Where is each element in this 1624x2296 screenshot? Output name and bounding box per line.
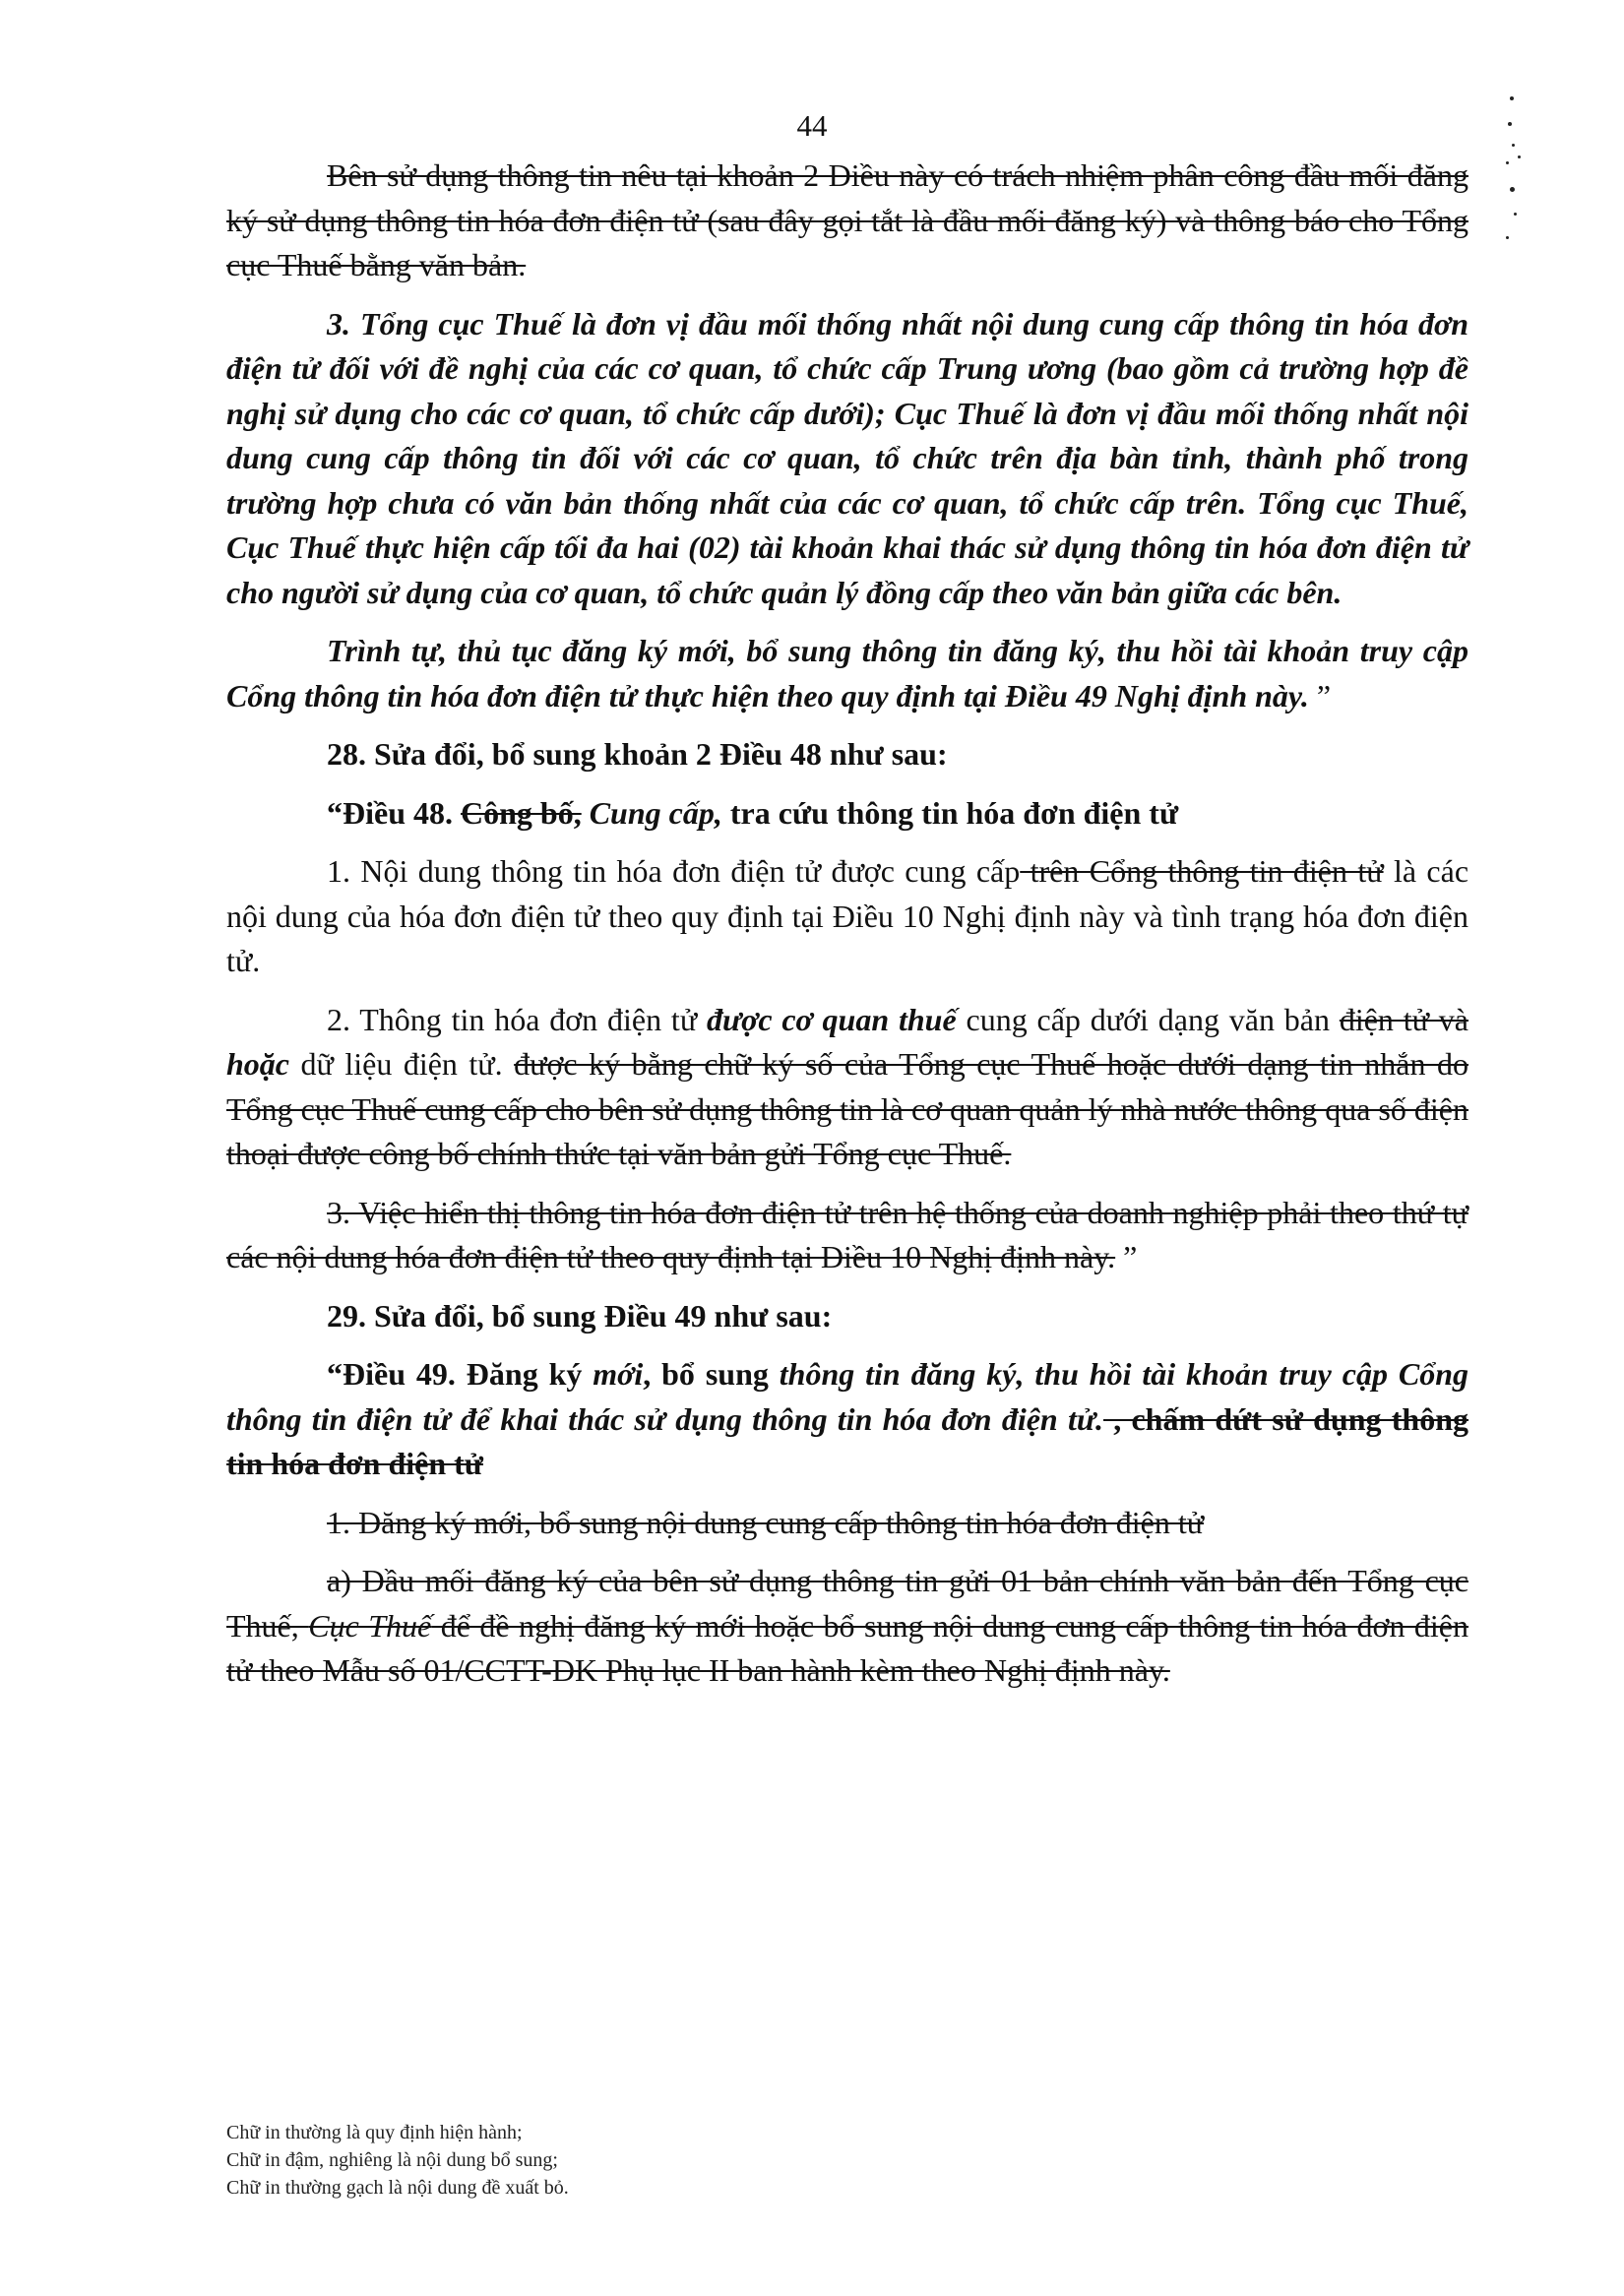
text-segment: ” <box>1308 677 1332 714</box>
text-segment: dữ liệu điện tử. <box>289 1046 515 1082</box>
paragraph-p5 <box>226 791 1468 837</box>
text-segment: Cung cấp, <box>589 794 722 831</box>
legend-footnote <box>226 2119 569 2202</box>
text-segment: 29. Sửa đổi, bổ sung Điều 49 như sau: <box>327 1297 833 1334</box>
text-segment: 3. Việc hiển thị thông tin hóa đơn điện tử trên hệ thống của doanh nghiệp phải theo thứ tự các nội dung hóa đơn điện tử theo quy định tại Điều 10 Nghị định này. <box>226 1194 1468 1274</box>
text-segment: để đề nghị đăng ký mới hoặc bổ sung nội dung cung cấp thông tin hóa đơn điện tử theo Mẫu số 01/CCTT-ĐK Phụ lục II ban hành kèm theo Nghị định này. <box>226 1607 1469 1688</box>
text-segment: , chấm dứt sử dụng thông tin hóa đơn điện tử <box>226 1400 1469 1481</box>
text-segment: Công bố, <box>461 794 582 831</box>
paragraph-p6 <box>226 849 1468 984</box>
scan-dot <box>1506 161 1509 164</box>
scan-dot <box>1510 187 1515 192</box>
paragraph-p1 <box>226 154 1468 288</box>
paragraph-p7 <box>226 998 1468 1177</box>
text-segment: “Điều 49. Đăng ký <box>327 1356 593 1392</box>
footnote-line: Chữ in thường gạch là nội dung đề xuất bỏ. <box>226 2177 569 2199</box>
scan-dot <box>1506 236 1509 239</box>
scan-marks <box>1504 96 1533 254</box>
paragraph-p10 <box>226 1352 1468 1487</box>
scan-dot <box>1512 144 1515 147</box>
text-segment: 2. Thông tin hóa đơn điện tử <box>327 1001 707 1037</box>
text-segment: 1. Đăng ký mới, bổ sung nội dung cung cấp thông tin hóa đơn điện tử <box>327 1504 1205 1540</box>
scan-dot <box>1514 213 1517 216</box>
paragraph-p11 <box>226 1501 1468 1546</box>
text-segment: 3. Tổng cục Thuế là đơn vị đầu mối thống nhất nội dung cung cấp thông tin hóa đơn điện tử đối với đề nghị của các cơ quan, tổ chức cấp Trung ương (bao gồm cả trường hợp đề nghị sử dụng cho các cơ quan, tổ chức cấp dưới); Cục Thuế là đơn vị đầu mối thống nhất nội dung cung cấp thông tin đối với các cơ quan, tổ chức trên địa bàn tỉnh, thành phố trong trường hợp chưa có văn bản thống nhất của các cơ quan, tổ chức cấp trên. Tổng cục Thuế, Cục Thuế thực hiện cấp tối đa hai (02) tài khoản khai thác sử dụng thông tin hóa đơn điện tử cho người sử dụng của cơ quan, tổ chức quản lý đồng cấp theo văn bản giữa các bên. <box>226 305 1468 610</box>
page-number: 44 <box>796 108 828 143</box>
text-segment: a) Đầu mối đăng ký của bên sử dụng thông tin gửi 01 bản chính văn bản đến Tổng cục Thuế, <box>226 1563 1468 1644</box>
text-segment: , bổ sung <box>643 1356 780 1392</box>
text-segment: 28. Sửa đổi, bổ sung khoản 2 Điều 48 như sau: <box>327 736 948 772</box>
text-segment: được cơ quan thuế <box>706 1001 957 1037</box>
footnote-line: Chữ in thường là quy định hiện hành; <box>226 2122 523 2143</box>
footnote-line: Chữ in đậm, nghiêng là nội dung bổ sung; <box>226 2149 558 2171</box>
paragraph-p4 <box>226 732 1468 777</box>
text-segment: điện tử và <box>1339 1001 1469 1037</box>
text-segment: mới <box>593 1356 644 1392</box>
text-segment: Bên sử dụng thông tin nêu tại khoản 2 Điều này có trách nhiệm phân công đầu mối đăng ký sử dụng thông tin hóa đơn điện tử (sau đây gọi tắt là đầu mối đăng ký) và thông báo cho Tổng cục Thuế bằng văn bản. <box>226 157 1468 282</box>
text-segment: thông tin đăng ký, thu hồi tài khoản truy cập Cổng thông tin điện tử để khai thác sử dụng thông tin hóa đơn điện tử. <box>226 1356 1469 1437</box>
text-segment: “Điều 48. <box>327 794 461 831</box>
scan-dot <box>1508 122 1512 126</box>
paragraph-p2 <box>226 302 1468 616</box>
text-segment: là các nội dung của hóa đơn điện tử theo quy định tại Điều 10 Nghị định này và tình trạng hóa đơn điện tử. <box>226 853 1469 978</box>
text-segment: tra cứu thông tin hóa đơn điện tử <box>721 794 1179 831</box>
scan-dot <box>1510 96 1514 100</box>
text-segment <box>582 795 590 831</box>
paragraph-p3 <box>226 629 1468 718</box>
text-segment: hoặc <box>226 1046 289 1082</box>
paragraph-p8 <box>226 1191 1468 1280</box>
document-body <box>226 154 1468 1707</box>
text-segment: Trình tự, thủ tục đăng ký mới, bổ sung thông tin đăng ký, thu hồi tài khoản truy cập Cổng thông tin hóa đơn điện tử thực hiện theo quy định tại Điều 49 Nghị định này. <box>226 633 1468 714</box>
text-segment: cung cấp dưới dạng văn bản <box>956 1001 1340 1037</box>
text-segment: Cục Thuế <box>308 1607 432 1644</box>
text-segment: trên Cổng thông tin điện tử <box>1020 853 1384 889</box>
text-segment: 1. Nội dung thông tin hóa đơn điện tử được cung cấp <box>327 853 1021 889</box>
paragraph-p12 <box>226 1559 1468 1694</box>
text-segment: ” <box>1115 1239 1138 1274</box>
text-segment: được ký bằng chữ ký số của Tổng cục Thuế hoặc dưới dạng tin nhắn do Tổng cục Thuế cung cấp cho bên sử dụng thông tin là cơ quan quản lý nhà nước thông qua số điện thoại được công bố chính thức tại văn bản gửi Tổng cục Thuế. <box>226 1046 1469 1171</box>
paragraph-p9 <box>226 1294 1468 1339</box>
scan-dot <box>1518 155 1521 158</box>
